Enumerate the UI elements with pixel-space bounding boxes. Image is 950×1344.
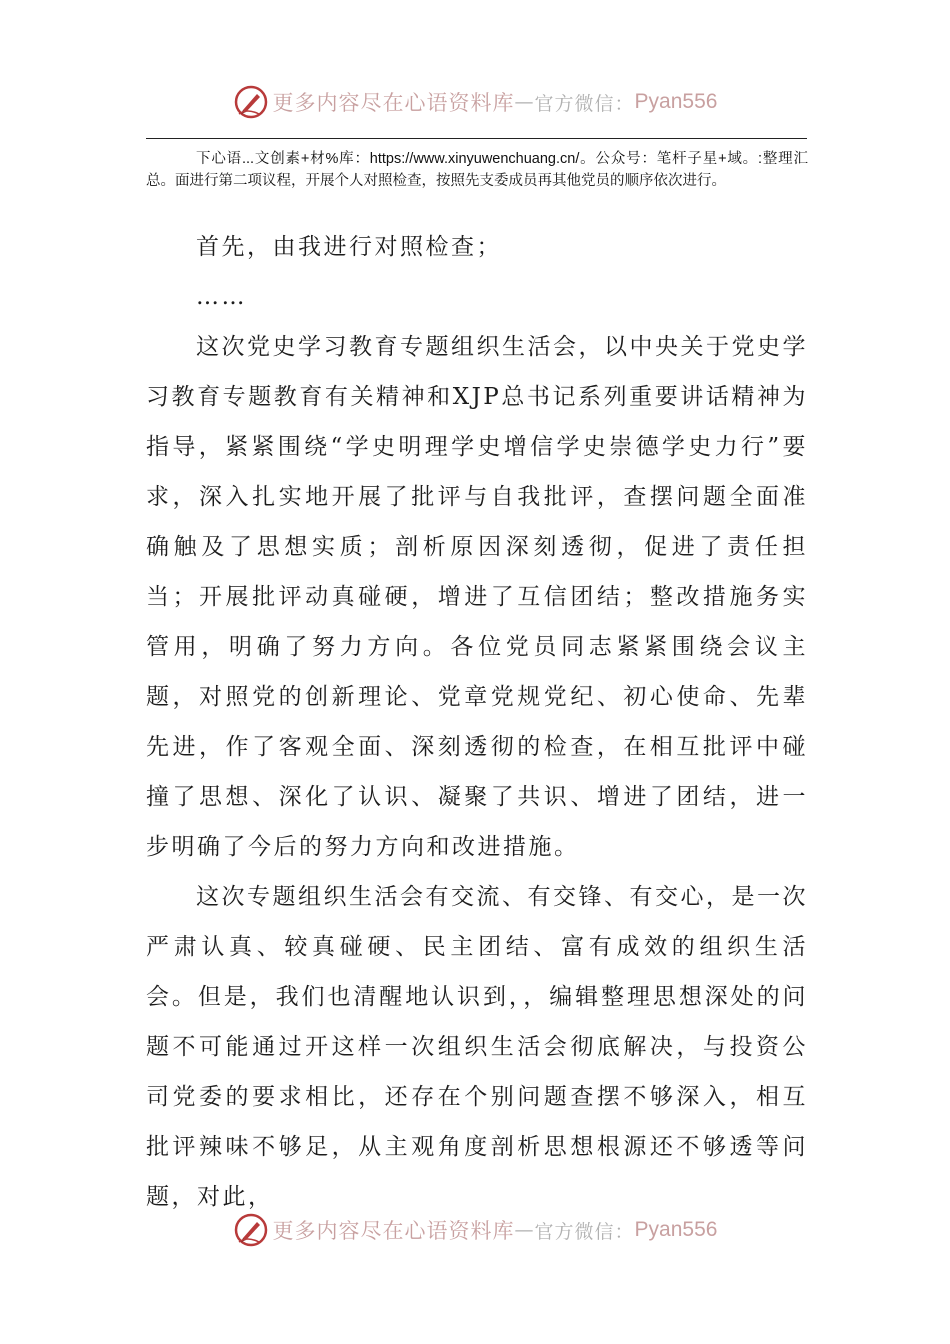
header-banner [0, 80, 950, 124]
banner-wechat-label: 官方微信： [534, 92, 635, 115]
header-divider [146, 138, 807, 139]
paragraph: 首先，由我进行对照检查； [196, 234, 502, 260]
paragraph: 这次党史学习教育专题组织生活会，以中央关于党史学习教育专题教育有关精神和XJP总书记系列重要讲话精神为指导，紧紧围绕“学史明理学史增信学史崇德学史力行”要求，深入扎实地开展了批评与自我批评，查摆问题全面准确触及了思想实质；剖析原因深刻透彻，促进了责任担当；开展批评动真碰硬，增进了互信团结；整改措施务实管用，明确了努力方向。各位党员同志紧紧围绕会议主题，对照党的创新理论、党章党规党纪、初心使命、先辈先进，作了客观全面、深刻透彻的检查，在相互批评中碰撞了思想、深化了认识、凝聚了共识、增进了团结，进一步明确了今后的努力方向和改进措施。 [146, 334, 808, 860]
source-notice: 下心语...文创素+材%库：https://www.xinyuwenchuang.cn/。公众号：笔杆子星+域。:整理汇总。面进行第二项议程，开展个人对照检查，按照先支委成员再其他党员的顺序依次进行。 [146, 151, 808, 189]
banner-slogan: 更多内容尽在心语资料库 [272, 91, 515, 115]
banner-wechat-id: Pyan556 [634, 90, 718, 113]
paragraph: …… [196, 284, 247, 310]
banner-slogan: 更多内容尽在心语资料库 [272, 1219, 515, 1243]
pen-logo-icon [233, 84, 269, 120]
banner-separator: — [514, 1219, 535, 1241]
banner-wechat-id: Pyan556 [634, 1218, 718, 1241]
pen-logo-icon [233, 1212, 269, 1248]
document-body [146, 222, 808, 1222]
paragraph: 这次专题组织生活会有交流、有交锋、有交心，是一次严肃认真、较真碰硬、民主团结、富有成效的组织生活会。但是，我们也清醒地认识到，，编辑整理思想深处的问题不可能通过开这样一次组织生活会彻底解决，与投资公司党委的要求相比，还存在个别问题查摆不够深入，相互批评辣味不够足，从主观角度剖析思想根源还不够透等问题，对此， [146, 884, 808, 1210]
footer-banner [0, 1208, 950, 1252]
banner-wechat-label: 官方微信： [534, 1220, 635, 1243]
banner-separator: — [514, 91, 535, 113]
